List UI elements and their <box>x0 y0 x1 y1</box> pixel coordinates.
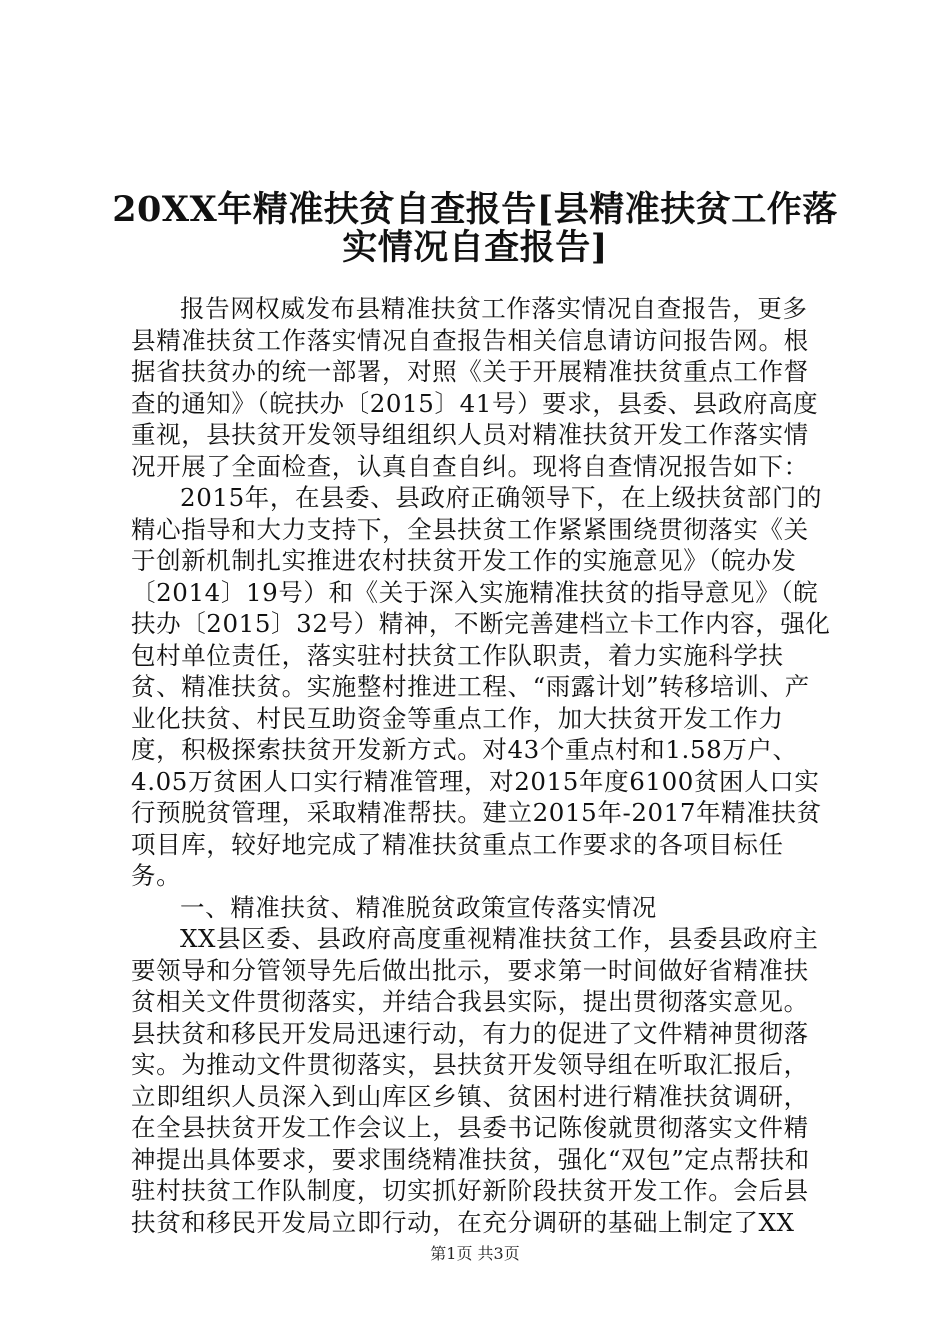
document-title-line-1: 20XX年精准扶贫自查报告[县精准扶贫工作落 <box>112 189 838 230</box>
paragraph-section-1: XX县区委、县政府高度重视精准扶贫工作，县委县政府主要领导和分管领导先后做出批示，要求第一时间做好省精准扶贫相关文件贯彻落实，并结合我县实际，提出贯彻落实意见。县扶贫和移民开发局迅速行动，有力的促进了文件精神贯彻落实。为推动文件贯彻落实，县扶贫开发领导组在听取汇报后，立即组织人员深入到山库区乡镇、贫困村进行精准扶贫调研，在全县扶贫开发工作会议上，县委书记陈俊就贯彻落实文件精神提出具体要求，要求围绕精准扶贫，强化“双包”定点帮扶和驻村扶贫工作队制度，切实抓好新阶段扶贫开发工作。会后县扶贫和移民开发局立即行动，在充分调研的基础上制定了XX <box>131 924 819 1237</box>
document-title-line-2: 实情况自查报告] <box>342 227 608 268</box>
paragraph-intro: 报告网权威发布县精准扶贫工作落实情况自查报告，更多县精准扶贫工作落实情况自查报告相关信息请访问报告网。根据省扶贫办的统一部署，对照《关于开展精准扶贫重点工作督查的通知》（皖扶办〔2015〕41号）要求，县委、县政府高度重视，县扶贫开发领导组组织人员对精准扶贫开发工作落实情况开展了全面检查，认真自查自纠。现将自查情况报告如下： <box>131 294 819 481</box>
paragraph-summary: 2015年，在县委、县政府正确领导下，在上级扶贫部门的精心指导和大力支持下，全县扶贫工作紧紧围绕贯彻落实《关于创新机制扎实推进农村扶贫开发工作的实施意见》（皖办发〔2014〕19号）和《关于深入实施精准扶贫的指导意见》（皖扶办〔2015〕32号）精神，不断完善建档立卡工作内容，强化包村单位责任，落实驻村扶贫工作队职责，着力实施科学扶贫、精准扶贫。实施整村推进工程、“雨露计划”转移培训、产业化扶贫、村民互助资金等重点工作，加大扶贫开发工作力度，积极探索扶贫开发新方式。对43个重点村和1.58万户、4.05万贫困人口实行精准管理，对2015年度6100贫困人口实行预脱贫管理，采取精准帮扶。建立2015年-2017年精准扶贫项目库，较好地完成了精准扶贫重点工作要求的各项目标任务。 <box>131 483 831 890</box>
document-body <box>131 293 831 1238</box>
section-heading: 一、精准扶贫、精准脱贫政策宣传落实情况 <box>180 892 657 922</box>
page-number-footer: 第1页 共3页 <box>430 1244 520 1263</box>
